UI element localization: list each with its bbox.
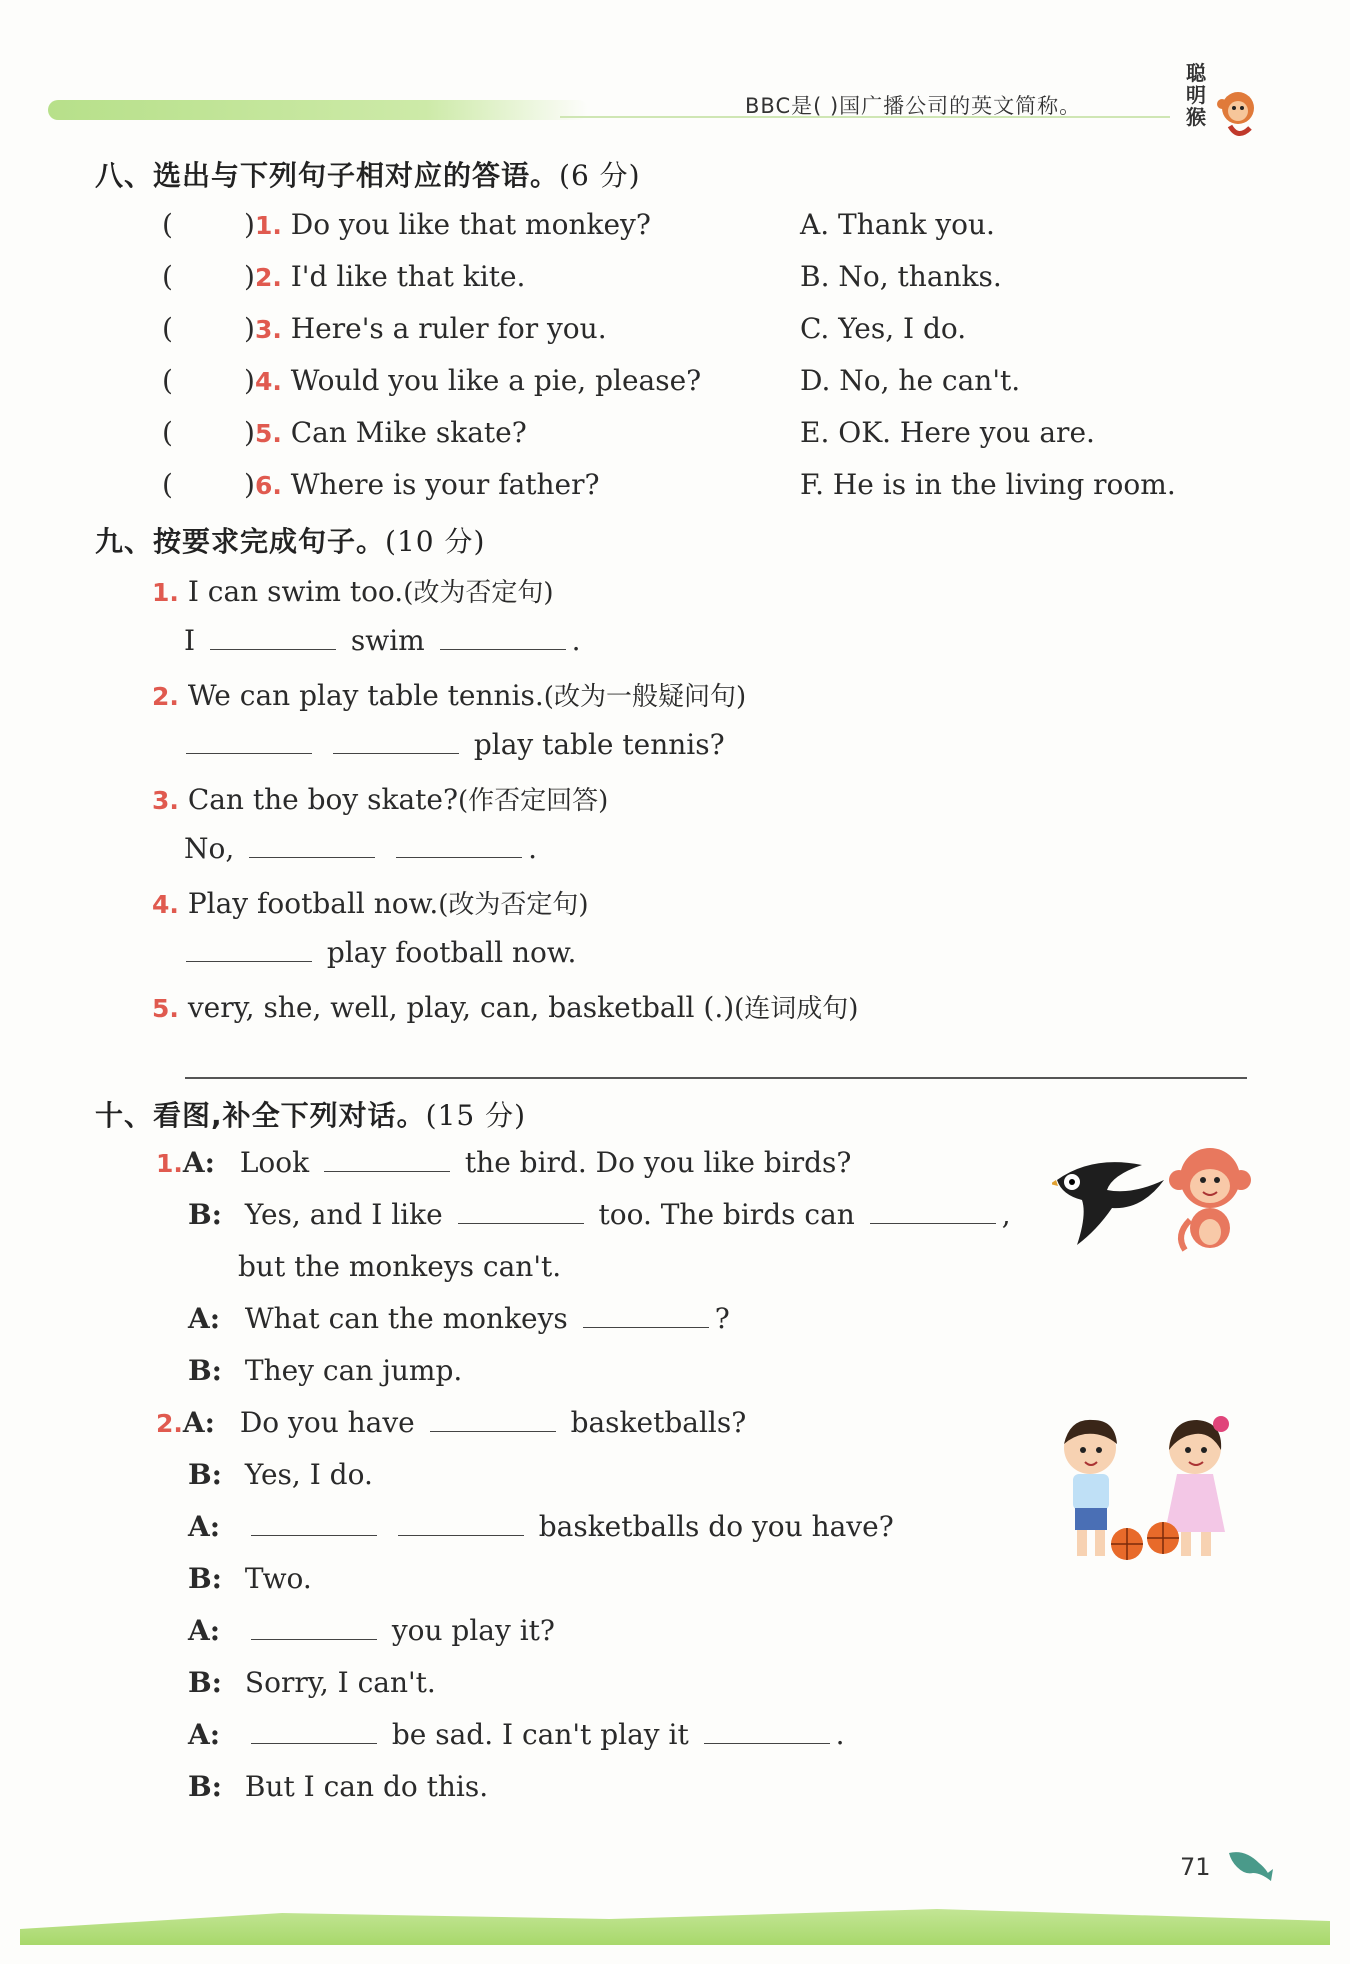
item-sentence: Do you like that monkey? [290,208,651,241]
item-number: 4. [152,890,179,919]
speaker-label: A: [182,1146,215,1179]
dialogue1-line2 [188,1198,1011,1231]
section-9-heading: 九、按要求完成句子。 [95,525,386,558]
speaker-label: A: [182,1406,215,1439]
match-item-4 [162,364,701,397]
a1-prefix: I [184,624,196,657]
dialogue2-line1 [156,1406,746,1439]
dialogue-text: , [1001,1198,1011,1231]
answer-paren[interactable]: ( [162,364,173,397]
a2-end: play table tennis? [473,728,725,761]
answer-blank[interactable] [324,1149,450,1172]
page-number: 71 [1180,1853,1211,1881]
a1-end: . [571,624,581,657]
dialogue1-line1 [156,1146,851,1179]
rewrite-q2 [152,676,746,713]
section-8-score: (6 分) [559,159,641,192]
answer-paren[interactable]: ( [162,260,173,293]
dialogue-text: the bird. Do you like birds? [464,1146,852,1179]
dialogue2-line6 [188,1666,436,1699]
item-number: 5. [152,994,179,1023]
mascot-label: 聪明猴 [1186,61,1206,129]
answer-blank[interactable] [186,731,312,754]
answer-option-d: D. No, he can't. [800,364,1021,397]
item-sentence: I'd like that kite. [290,260,526,293]
q1-sentence: I can swim too. [187,575,404,608]
item-number: 6. [254,471,282,500]
speaker-label: B: [188,1198,223,1231]
section-10-score: (15 分) [425,1099,527,1132]
rewrite-a1 [184,624,581,657]
q3-hint: (作否定回答) [457,786,609,816]
item-number: 3. [152,786,179,815]
answer-blank[interactable] [430,1409,556,1432]
rewrite-q4 [152,884,589,921]
answer-paren-close: ) [244,364,255,397]
answer-paren-close: ) [244,416,255,449]
header-green-band [48,100,588,120]
speaker-label: B: [188,1770,223,1803]
rewrite-q3 [152,780,608,817]
answer-blank[interactable] [583,1305,709,1328]
dialogue2-line2 [188,1458,373,1491]
answer-blank[interactable] [251,1513,377,1536]
answer-blank[interactable] [210,627,336,650]
rewrite-q1 [152,572,554,609]
q2-sentence: We can play table tennis. [187,679,544,712]
item-number: 1. [156,1149,183,1178]
answer-blank[interactable] [440,627,566,650]
dialogue-text: ? [714,1302,730,1335]
dialogue-text: What can the monkeys [244,1302,568,1335]
answer-paren[interactable]: ( [162,416,173,449]
dialogue-text: Look [239,1146,310,1179]
speaker-label: B: [188,1354,223,1387]
dialogue2-line4 [188,1562,312,1595]
dialogue2-line7 [188,1718,845,1751]
item-sentence: Would you like a pie, please? [290,364,702,397]
monkey-icon [1165,1140,1255,1255]
item-number: 1. [254,211,282,240]
speaker-label: B: [188,1562,223,1595]
dialogue2-line3 [188,1510,894,1543]
a3-prefix: No, [184,832,235,865]
match-item-1 [162,208,651,241]
dialogue-text: Do you have [239,1406,415,1439]
q5-answer-line[interactable] [185,1077,1247,1079]
dialogue-text: Yes, I do. [244,1458,373,1491]
q3-sentence: Can the boy skate? [187,783,458,816]
answer-blank[interactable] [186,939,312,962]
answer-option-f: F. He is in the living room. [800,468,1176,501]
item-number: 4. [254,367,282,396]
answer-blank[interactable] [249,835,375,858]
speaker-label: A: [188,1614,221,1647]
dialogue-text: But I can do this. [244,1770,489,1803]
answer-paren-close: ) [244,312,255,345]
item-number: 1. [152,578,179,607]
answer-blank[interactable] [398,1513,524,1536]
a4-end: play football now. [326,936,577,969]
speaker-label: B: [188,1666,223,1699]
q4-hint: (改为否定句) [438,890,589,920]
rewrite-a2 [180,728,725,761]
dialogue-text: you play it? [391,1614,555,1647]
section-9-title [95,520,485,560]
answer-option-b: B. No, thanks. [800,260,1002,293]
dialogue1-line4 [188,1302,730,1335]
item-sentence: Can Mike skate? [290,416,527,449]
dialogue2-line8 [188,1770,488,1803]
section-8-title [95,154,641,194]
answer-paren[interactable]: ( [162,468,173,501]
dialogue-text: be sad. I can't play it [391,1718,689,1751]
match-item-3 [162,312,607,345]
q5-hint: (连词成句) [734,994,859,1024]
q1-hint: (改为否定句) [403,578,554,608]
dialogue2-line5 [188,1614,555,1647]
rewrite-a4 [180,936,576,969]
section-10-heading: 十、看图,补全下列对话。 [95,1099,426,1132]
item-number: 3. [254,315,282,344]
match-item-6 [162,468,600,501]
item-sentence: Where is your father? [290,468,600,501]
answer-blank[interactable] [704,1721,830,1744]
match-item-5 [162,416,527,449]
dialogue1-line5 [188,1354,462,1387]
item-sentence: Here's a ruler for you. [290,312,607,345]
answer-blank[interactable] [870,1201,996,1224]
answer-option-c: C. Yes, I do. [800,312,967,345]
q5-words: very, she, well, play, can, basketball (.) [187,991,735,1024]
answer-paren[interactable]: ( [162,208,173,241]
item-number: 2. [152,682,179,711]
answer-blank[interactable] [251,1721,377,1744]
kids-basketball-illustration [1045,1410,1255,1570]
speaker-label: B: [188,1458,223,1491]
speaker-label: A: [188,1718,221,1751]
dialogue-text: Sorry, I can't. [244,1666,436,1699]
footer-green-band [20,1905,1330,1945]
q4-sentence: Play football now. [187,887,439,920]
a3-end: . [528,832,537,865]
answer-blank[interactable] [458,1201,584,1224]
swallow-bird-icon [1052,1150,1170,1250]
answer-blank[interactable] [251,1617,377,1640]
rewrite-q5 [152,988,858,1025]
rewrite-a3 [184,832,537,865]
answer-paren[interactable]: ( [162,312,173,345]
answer-paren-close: ) [244,260,255,293]
dialogue-text: Two. [244,1562,312,1595]
answer-blank[interactable] [333,731,459,754]
dolphin-icon [1225,1845,1275,1885]
answer-paren-close: ) [244,468,255,501]
a1-middle: swim [350,624,425,657]
dialogue-text: . [835,1718,845,1751]
speaker-label: A: [188,1302,221,1335]
dialogue-text: basketballs? [570,1406,747,1439]
dialogue-text: They can jump. [244,1354,463,1387]
header-tip: BBC是( )国广播公司的英文简称。 [745,94,1082,118]
section-9-score: (10 分) [385,525,486,558]
match-item-2 [162,260,525,293]
answer-blank[interactable] [396,835,522,858]
dialogue1-line3: but the monkeys can't. [238,1250,562,1283]
answer-option-e: E. OK. Here you are. [800,416,1095,449]
dialogue-text: too. The birds can [598,1198,855,1231]
dialogue-text: Yes, and I like [244,1198,443,1231]
section-8-heading: 八、选出与下列句子相对应的答语。 [95,159,560,192]
answer-paren-close: ) [244,208,255,241]
item-number: 5. [254,419,282,448]
speaker-label: A: [188,1510,221,1543]
item-number: 2. [156,1409,183,1438]
answer-option-a: A. Thank you. [800,208,995,241]
q2-hint: (改为一般疑问句) [543,682,747,712]
item-number: 2. [254,263,282,292]
dialogue-text: basketballs do you have? [538,1510,894,1543]
section-10-title [95,1094,526,1134]
